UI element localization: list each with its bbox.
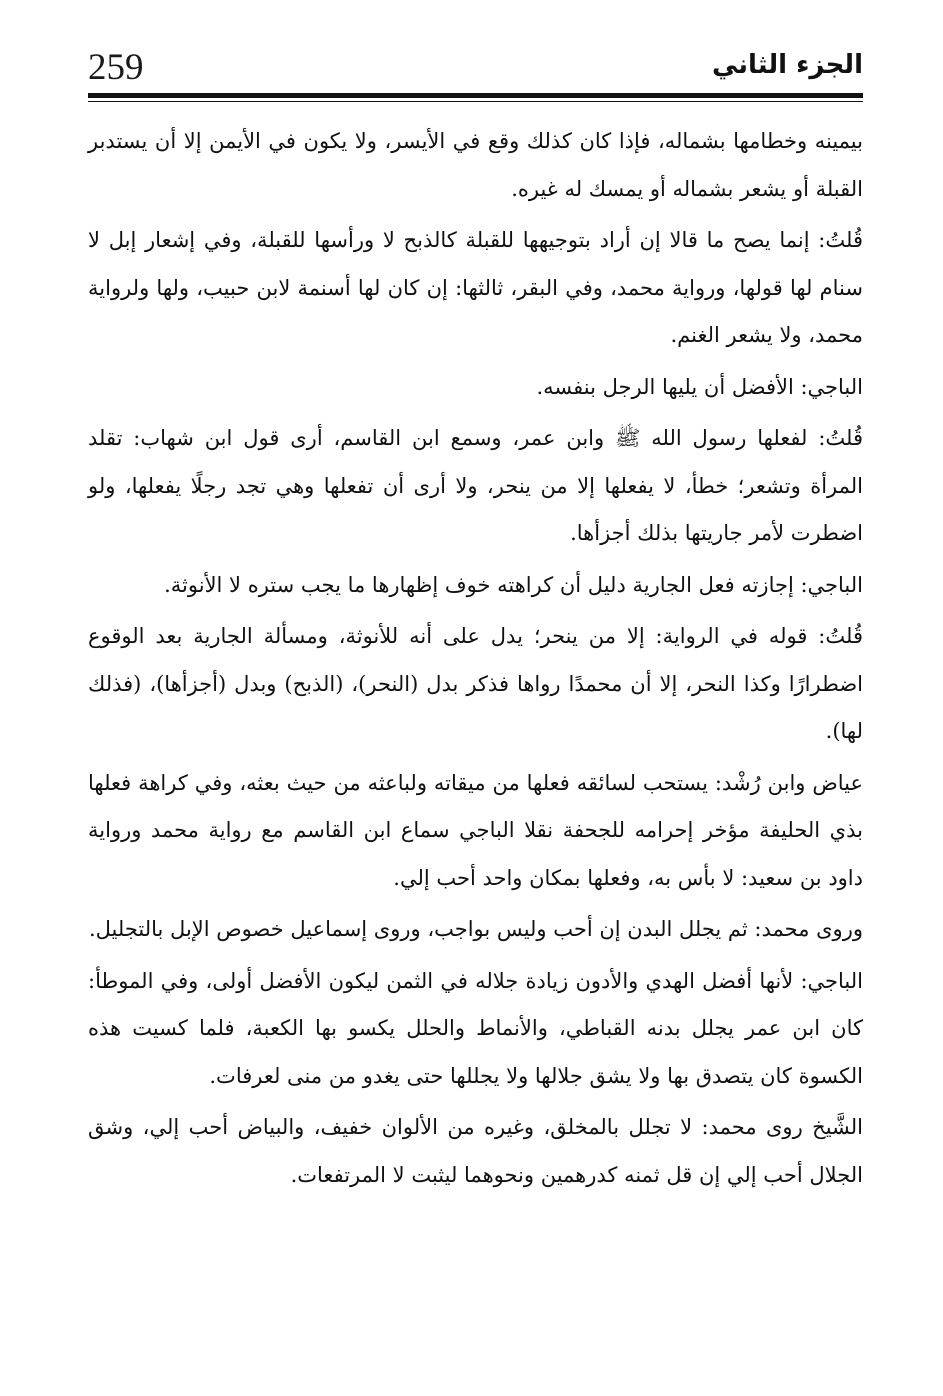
paragraph: عياض وابن رُشْد: يستحب لسائقه فعلها من ميقاته ولباعثه من حيث بعثه، وفي كراهة فعلها بذي الحليفة مؤخر إحرامه للجحفة نقلا الباجي سماع ابن القاسم مع رواية محمد ورواية داود بن سعيد: لا بأس به، وفعلها بمكان واحد أحب إلي. (88, 770, 863, 890)
paragraph: الباجي: لأنها أفضل الهدي والأدون زيادة جلاله في الثمن ليكون الأفضل أولى، وفي الموطأ: كان ابن عمر يجلل بدنه القباطي، والأنماط والحلل يكسو بها الكعبة، فلما كسيت هذه الكسوة كان يتصدق بها ولا يشق جلالها ولا يجللها حتى يغدو من منى لعرفات. (88, 968, 863, 1088)
page-header (88, 40, 863, 94)
paragraph: الباجي: الأفضل أن يليها الرجل بنفسه. (536, 374, 863, 399)
paragraph: وروى محمد: ثم يجلل البدن إن أحب وليس بواجب، وروى إسماعيل خصوص الإبل بالتجليل. (88, 917, 863, 941)
paragraph: الباجي: إجازته فعل الجارية دليل أن كراهته خوف إظهارها ما يجب ستره لا الأنوثة. (164, 572, 863, 597)
paragraph: قُلتُ: لفعلها رسول الله ﷺ وابن عمر، وسمع ابن القاسم، أرى قول ابن شهاب: تقلد المرأة وتشعر؛ خطأ، لا يفعلها إلا من ينحر، ولا أرى أن تفعلها وهي تجد رجلًا يفعلها، ولو اضطرت لأمر جاريتها بذلك أجزأها. (88, 426, 863, 545)
body-text (88, 118, 863, 1203)
page-number: 259 (88, 47, 144, 88)
header-rule-thin (88, 101, 863, 102)
paragraph: قُلتُ: إنما يصح ما قالا إن أراد بتوجيهها للقبلة كالذبح لا ورأسها للقبلة، وفي إشعار إبل لا سنام لها قولها، ورواية محمد، وفي البقر، ثالثها: إن كان لها أسنمة لابن حبيب، ولها ولرواية محمد، ولا يشعر الغنم. (88, 228, 863, 347)
paragraph: قُلتُ: قوله في الرواية: إلا من ينحر؛ يدل على أنه للأنوثة، ومسألة الجارية بعد الوقوع اضطرارًا وكذا النحر، إلا أن محمدًا رواها فذكر بدل (النحر)، (الذبح) وبدل (أجزأها)، (فذلك لها). (88, 624, 863, 743)
paragraph: بيمينه وخطامها بشماله، فإذا كان كذلك وقع في الأيسر، ولا يكون في الأيمن إلا أن يستدبر القبلة أو يشعر بشماله أو يمسك له غيره. (88, 129, 863, 201)
paragraph: الشَّيخ روى محمد: لا تجلل بالمخلق، وغيره من الألوان خفيف، والبياض أحب إلي، وشق الجلال أحب إلي إن قل ثمنه كدرهمين ونحوهما ليثبت لا المرتفعات. (88, 1115, 863, 1187)
header-rule-thick (88, 93, 863, 98)
running-title: الجزء الثاني (711, 50, 863, 80)
